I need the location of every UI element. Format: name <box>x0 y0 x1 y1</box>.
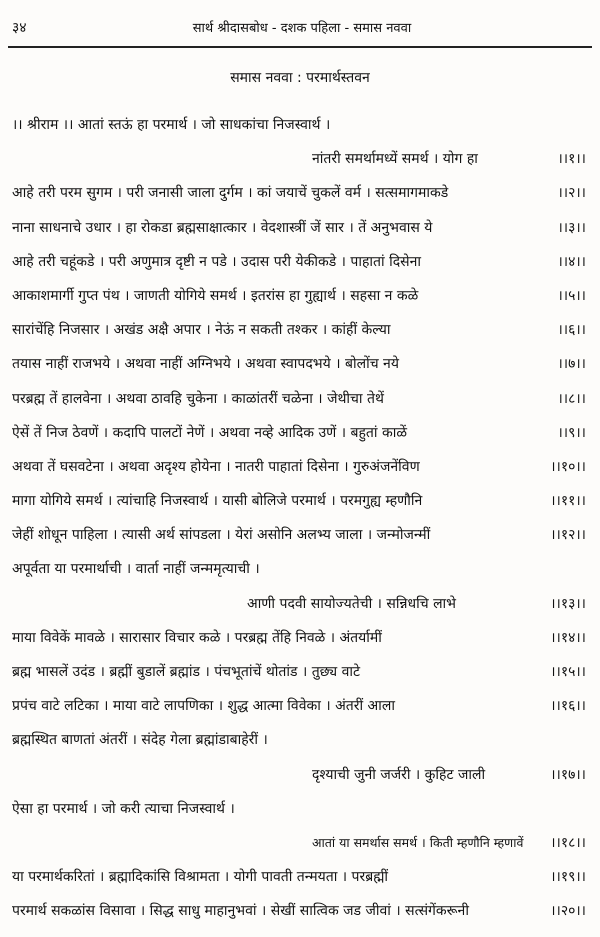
verse-text: जेहीं शोधून पाहिला । त्यासी अर्थ सांपडला । येरां असोनि अलभ्य जाला । जन्मोजन्मीं <box>12 527 431 544</box>
verse-text: मागा योगिये समर्थ । त्यांचाहि निजस्वार्थ । यासी बोलिजे परमार्थ । परमगुह्य म्हणौनि <box>12 493 423 510</box>
verse-line <box>12 758 586 792</box>
verse-line <box>12 723 586 757</box>
verse-number: ।।४।। <box>557 253 586 270</box>
verse-text: अथवा तें घसवटेना । अथवा अदृश्य होयेना । नातरी पाहातां दिसेना । गुरुअंजनेंविण <box>12 458 420 475</box>
verse-text: अपूर्वता या परमार्थाची । वार्ता नाहीं जन्ममृत्याची । <box>12 561 260 578</box>
verse-number: ।।१९।। <box>550 869 586 886</box>
verse-line <box>12 245 586 279</box>
verse-text: प्रपंच वाटे लटिका । माया वाटे लापणिका । शुद्ध आत्मा विवेका । अंतरीं आला <box>12 698 395 715</box>
verse-body <box>12 108 586 929</box>
verse-number: ।।१०।। <box>550 458 586 475</box>
verse-line <box>12 382 586 416</box>
verse-text: तयास नाहीं राजभये । अथवा नाहीं अग्निभये । अथवा स्वापदभये । बोलोंच नये <box>12 356 399 373</box>
verse-line <box>12 450 586 484</box>
verse-number: ।।५।। <box>557 287 586 304</box>
verse-text: ऐसा हा परमार्थ । जो करी त्याचा निजस्वार्थ । <box>12 800 235 817</box>
verse-number: ।।१८।। <box>550 834 586 851</box>
verse-number: ।।३।। <box>557 219 586 236</box>
verse-number: ।।१७।। <box>550 766 586 783</box>
verse-number: ।।२।। <box>557 185 586 202</box>
verse-line <box>12 313 586 347</box>
verse-text: परब्रह्म तें हालवेना । अथवा ठावहि चुकेना । काळांतरीं चळेना । जेथीचा तेथें <box>12 390 384 407</box>
verse-line <box>12 587 586 621</box>
verse-text: ब्रह्म भासलें उदंड । ब्रह्मीं बुडालें ब्रह्मांड । पंचभूतांचें थोतांड । तुछ्य वाटे <box>12 664 361 680</box>
page-number: ३४ <box>12 19 27 36</box>
verse-text: आणी पदवी सायोज्यतेची । सन्निधचि लाभे <box>247 595 457 612</box>
verse-text: ।। श्रीराम ।। आतां स्तऊं हा परमार्थ । जो साधकांचा निजस्वार्थ । <box>12 117 331 133</box>
verse-line <box>12 860 586 894</box>
verse-line <box>12 142 586 176</box>
verse-text: नांतरी समर्थामध्यें समर्थ । योग हा <box>312 151 478 168</box>
verse-text: माया विवेकें मावळे । सारासार विचार कळे । परब्रह्म तेंहि निवळे । अंतर्यामीं <box>12 629 382 646</box>
verse-text: ऐसें तें निज ठेवणें । कदापि पालटों नेणें । अथवा नव्हे आदिक उणें । बहुतां काळें <box>12 424 407 441</box>
verse-text: नाना साधनाचे उधार । हा रोकडा ब्रह्मसाक्षात्कार । वेदशास्त्रीं जें सार । तें अनुभवास ये <box>12 219 433 236</box>
verse-number: ।।१२।। <box>550 527 586 544</box>
verse-text: ब्रह्मस्थित बाणतां अंतरीं । संदेह गेला ब्रह्मांडाबाहेरीं । <box>12 732 268 749</box>
verse-text: आकाशमार्गी गुप्त पंथ । जाणती योगिये समर्थ । इतरांस हा गुह्यार्थ । सहसा न कळे <box>12 287 419 304</box>
verse-number: ।।६।। <box>557 322 586 339</box>
verse-line <box>12 689 586 723</box>
verse-line <box>12 108 586 142</box>
verse-text: परमार्थ सकळांस विसावा । सिद्ध साधु माहानुभवां । सेखीं सात्विक जड जीवां । सत्संगेंकरूनी <box>12 903 469 920</box>
verse-line <box>12 792 586 826</box>
section-title: समास नववा : परमार्थस्तवन <box>230 70 370 86</box>
verse-text: दृश्याची जुनी जर्जरी । कुहिट जाली <box>312 766 486 783</box>
verse-line <box>12 621 586 655</box>
verse-text: आहे तरी चहूंकडे । परी अणुमात्र दृष्टी न पडे । उदास परी येकीकडे । पाहातां दिसेना <box>12 253 422 270</box>
verse-text: सारांचेंहि निजसार । अखंड अक्षै अपार । नेऊं न सकती तश्कर । कांहीं केल्या <box>12 322 391 339</box>
verse-number: ।।१५।। <box>550 664 586 680</box>
verse-line <box>12 894 586 928</box>
verse-line <box>12 416 586 450</box>
verse-text: आतां या समर्थास समर्थ । किती म्हणौनि म्हणावें <box>312 834 524 850</box>
verse-line <box>12 347 586 381</box>
verse-number: ।।२०।। <box>550 903 586 920</box>
verse-number: ।।१३।। <box>550 595 586 612</box>
verse-number: ।।९।। <box>557 424 586 441</box>
verse-line <box>12 552 586 586</box>
verse-line <box>12 655 586 689</box>
verse-number: ।।११।। <box>550 493 586 510</box>
verse-line <box>12 279 586 313</box>
verse-line <box>12 484 586 518</box>
verse-number: ।।१४।। <box>550 629 586 646</box>
verse-text: या परमार्थकरितां । ब्रह्मादिकांसि विश्रामता । योगी पावती तन्मयता । परब्रह्मीं <box>12 869 389 886</box>
verse-number: ।।१।। <box>557 151 586 168</box>
verse-number: ।।१६।। <box>550 698 586 715</box>
verse-number: ।।८।। <box>557 390 586 407</box>
verse-line <box>12 518 586 552</box>
verse-line <box>12 211 586 245</box>
verse-line <box>12 826 586 860</box>
verse-text: आहे तरी परम सुगम । परी जनासी जाला दुर्गम । कां जयाचें चुकलें वर्म । सत्समागमाकडे <box>12 185 449 202</box>
verse-line <box>12 176 586 210</box>
running-title: सार्थ श्रीदासबोध - दशक पहिला - समास नववा <box>192 21 412 36</box>
page-header <box>8 8 592 48</box>
verse-number: ।।७।। <box>557 356 586 373</box>
